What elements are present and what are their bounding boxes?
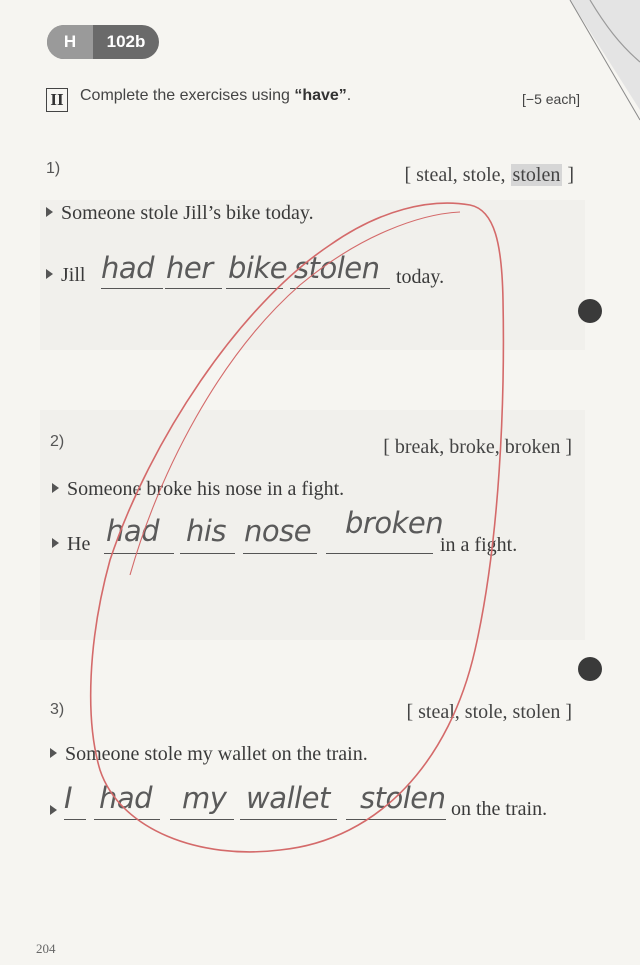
options-text: [ steal, stole, (404, 164, 511, 186)
word-options: [ steal, stole, stolen ] (406, 701, 572, 723)
prompt-sentence (46, 202, 314, 225)
handwritten-answer: stolen (294, 251, 380, 285)
sentence-tail: today. (396, 266, 445, 288)
prompt-text: Someone stole my wallet on the train. (65, 743, 368, 765)
prompt-text: Someone broke his nose in a fight. (67, 478, 345, 500)
handwritten-answer: had (99, 781, 153, 815)
handwritten-answer: bike (228, 251, 288, 285)
answer-blank (326, 553, 433, 554)
bullet-triangle-icon (52, 538, 59, 548)
prompt-sentence (50, 743, 368, 766)
options-close: ] (562, 164, 574, 186)
bullet-triangle-icon (46, 269, 53, 279)
answer-blank (104, 553, 174, 554)
instruction-period: . (346, 87, 352, 104)
folded-corner (560, 0, 640, 140)
subject-text: Jill (61, 264, 86, 286)
bullet-triangle-icon (52, 483, 59, 493)
handwritten-answer: his (186, 514, 227, 548)
answer-blank (165, 288, 222, 289)
exercise-number: 3) (50, 701, 65, 718)
bullet-triangle-icon (50, 805, 57, 815)
handwritten-answer: broken (345, 506, 444, 540)
handwritten-answer: wallet (246, 781, 330, 815)
answer-blank (180, 553, 235, 554)
exercise-number: 1) (46, 160, 61, 177)
instruction-text: Complete the exercises using (80, 87, 295, 104)
exercise-number: 2) (50, 433, 65, 450)
answer-blank (243, 553, 317, 554)
prompt-sentence (52, 478, 344, 501)
handwritten-answer: had (106, 514, 160, 548)
sentence-tail: on the train. (451, 798, 548, 820)
handwritten-answer: had (101, 251, 155, 285)
options-highlight: stolen (512, 164, 561, 186)
answer-blank (94, 819, 160, 820)
bullet-triangle-icon (50, 748, 57, 758)
answer-blank (226, 288, 283, 289)
page-number: 204 (36, 941, 56, 956)
answer-subject (52, 533, 90, 556)
handwritten-answer: stolen (360, 781, 446, 815)
answer-blank (290, 288, 390, 289)
binder-hole (578, 299, 602, 323)
level-label: H (47, 25, 93, 59)
answer-bullet (50, 800, 65, 823)
word-options (404, 164, 574, 187)
binder-hole (578, 657, 602, 681)
bullet-triangle-icon (46, 207, 53, 217)
answer-blank (346, 819, 446, 820)
subject-text: He (67, 533, 91, 555)
lesson-number: 102b (106, 32, 146, 51)
handwritten-answer: nose (244, 514, 312, 548)
prompt-text: Someone stole Jill’s bike today. (61, 202, 314, 224)
lesson-badge (47, 25, 159, 59)
answer-blank (240, 819, 337, 820)
section-numeral: II (46, 88, 68, 112)
answer-blank (64, 819, 86, 820)
section-instruction (80, 87, 351, 105)
answer-blank (170, 819, 234, 820)
answer-blank (101, 288, 163, 289)
score-note: [−5 each] (522, 91, 580, 107)
handwritten-answer: my (182, 781, 227, 815)
instruction-keyword: “have” (294, 87, 347, 104)
word-options: [ break, broke, broken ] (383, 436, 572, 458)
answer-subject (46, 264, 85, 287)
handwritten-answer: her (166, 251, 213, 285)
handwritten-answer: I (64, 781, 73, 815)
sentence-tail: in a fight. (440, 534, 518, 556)
